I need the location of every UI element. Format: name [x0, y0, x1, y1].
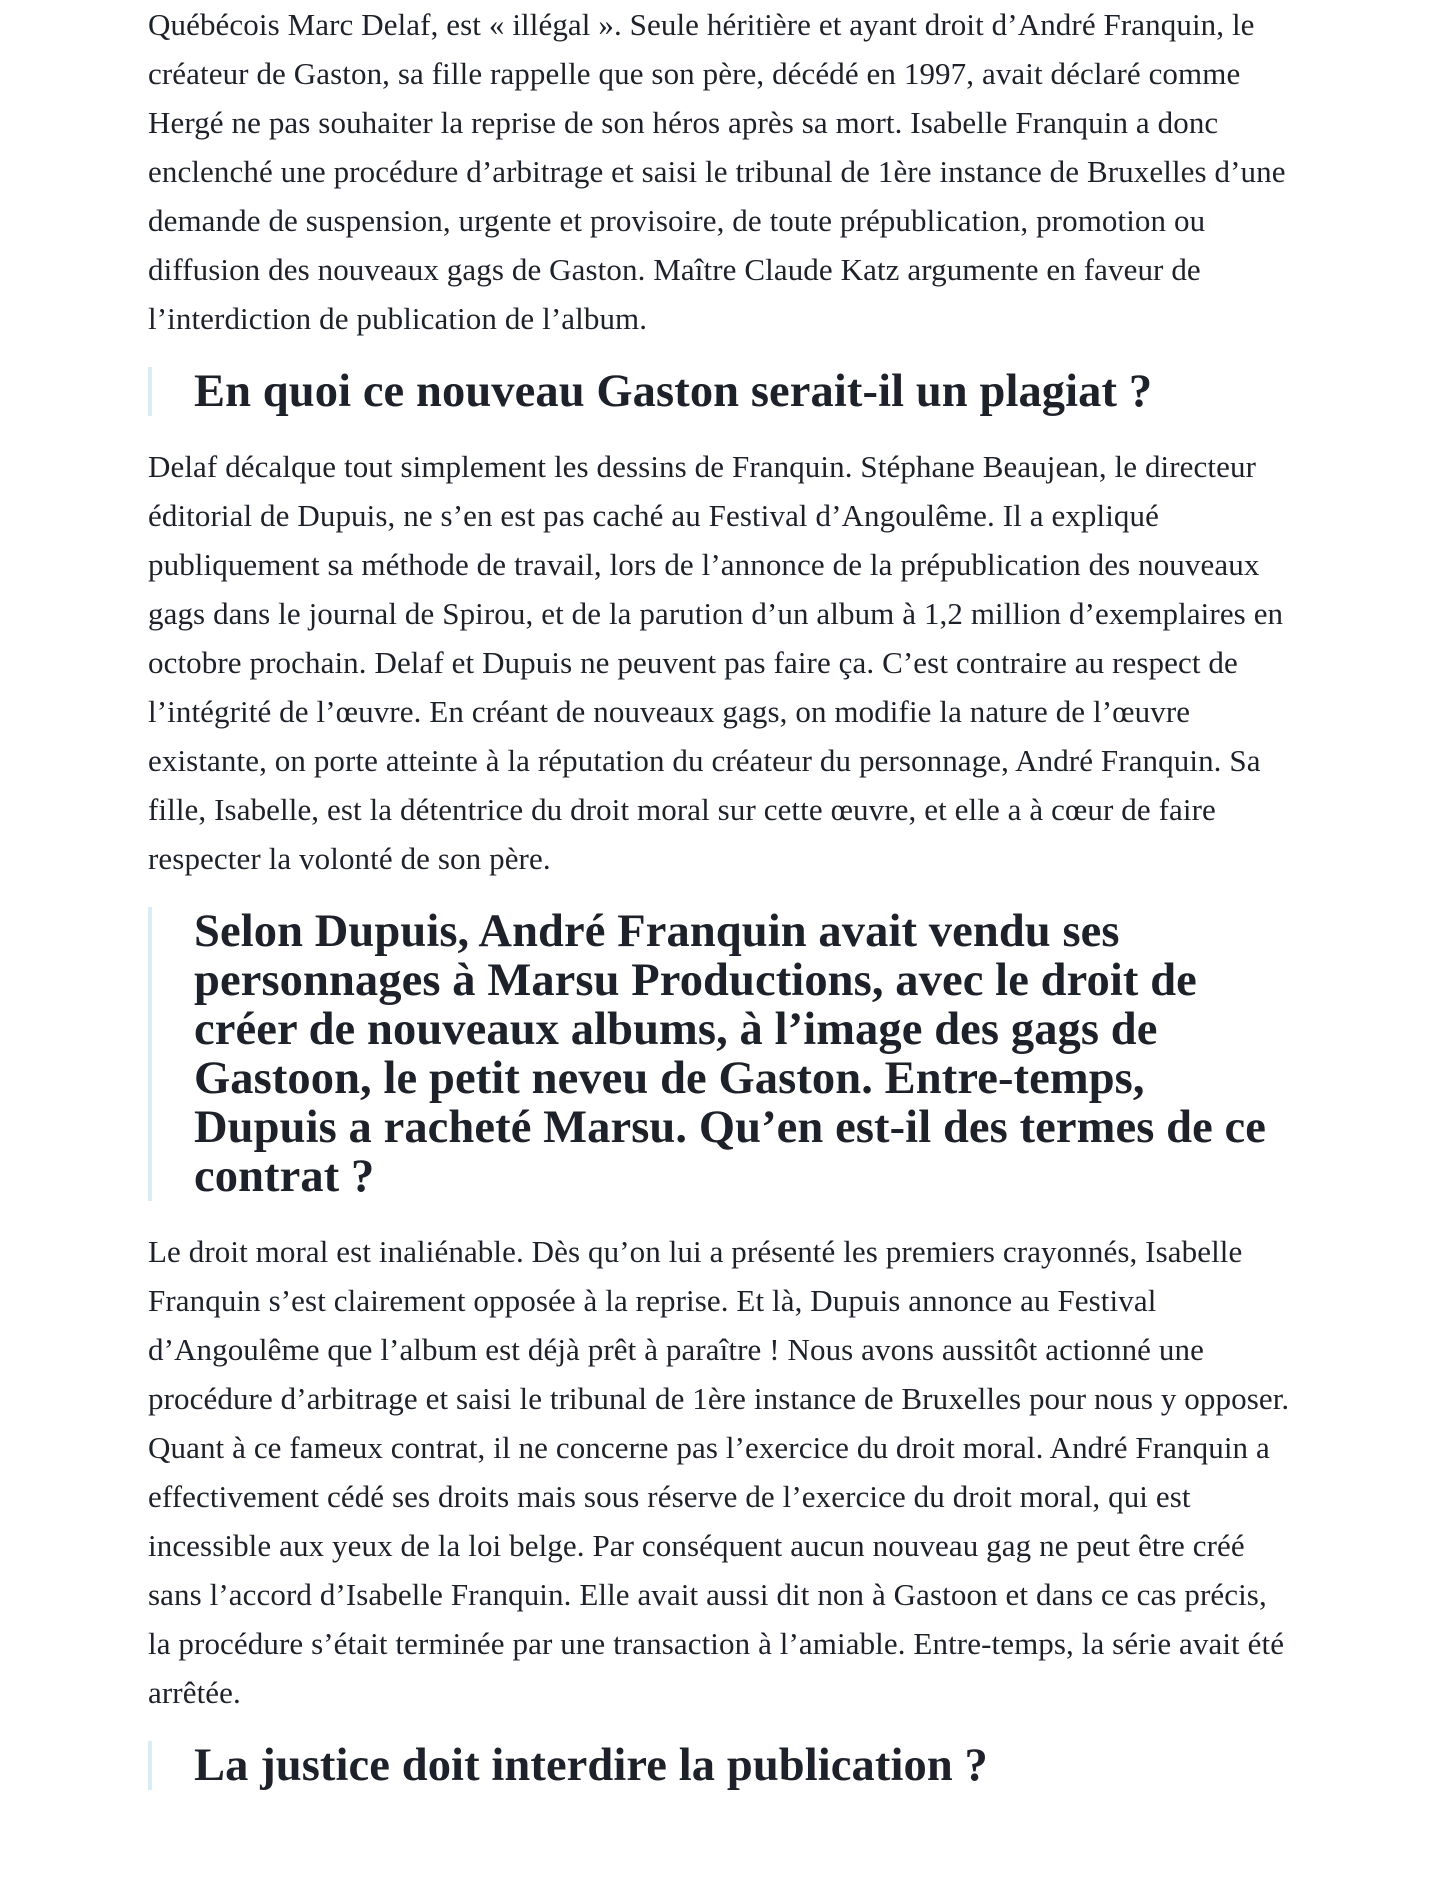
interview-question: En quoi ce nouveau Gaston serait-il un plagiat ? [148, 367, 1292, 416]
article-paragraph: Le droit moral est inaliénable. Dès qu’on lui a présenté les premiers crayonnés, Isabelle Franquin s’est clairement opposée à la reprise. Et là, Dupuis annonce au Festival d’Angoulême que l’album est déjà prêt à paraître ! Nous avons aussitôt actionné une procédure d’arbitrage et saisi le tribunal de 1ère instance de Bruxelles pour nous y opposer. Quant à ce fameux contrat, il ne concerne pas l’exercice du droit moral. André Franquin a effectivement cédé ses droits mais sous réserve de l’exercice du droit moral, qui est incessible aux yeux de la loi belge. Par conséquent aucun nouveau gag ne peut être créé sans l’accord d’Isabelle Franquin. Elle avait aussi dit non à Gastoon et dans ce cas précis, la procédure s’était terminée par une transaction à l’amiable. Entre-temps, la série avait été arrêtée. [148, 1234, 1290, 1710]
article-paragraph: Québécois Marc Delaf, est « illégal ». Seule héritière et ayant droit d’André Franquin, le créateur de Gaston, sa fille rappelle que son père, décédé en 1997, avait déclaré comme Hergé ne pas souhaiter la reprise de son héros après sa mort. Isabelle Franquin a donc enclenché une procédure d’arbitrage et saisi le tribunal de 1ère instance de Bruxelles d’une demande de suspension, urgente et provisoire, de toute prépublication, promotion ou diffusion des nouveaux gags de Gaston. Maître Claude Katz argumente en faveur de l’interdiction de publication de l’album. [148, 7, 1286, 336]
article-body [148, 0, 1292, 1790]
article-paragraph: Delaf décalque tout simplement les dessins de Franquin. Stéphane Beaujean, le directeur éditorial de Dupuis, ne s’en est pas caché au Festival d’Angoulême. Il a expliqué publiquement sa méthode de travail, lors de l’annonce de la prépublication des nouveaux gags dans le journal de Spirou, et de la parution d’un album à 1,2 million d’exemplaires en octobre prochain. Delaf et Dupuis ne peuvent pas faire ça. C’est contraire au respect de l’intégrité de l’œuvre. En créant de nouveaux gags, on modifie la nature de l’œuvre existante, on porte atteinte à la réputation du créateur du personnage, André Franquin. Sa fille, Isabelle, est la détentrice du droit moral sur cette œuvre, et elle a à cœur de faire respecter la volonté de son père. [148, 449, 1284, 876]
interview-question: La justice doit interdire la publication ? [148, 1741, 1292, 1790]
interview-question: Selon Dupuis, André Franquin avait vendu ses personnages à Marsu Productions, avec le droit de créer de nouveaux albums, à l’image des gags de Gastoon, le petit neveu de Gaston. Entre-temps, Dupuis a racheté Marsu. Qu’en est-il des termes de ce contrat ? [148, 907, 1292, 1201]
